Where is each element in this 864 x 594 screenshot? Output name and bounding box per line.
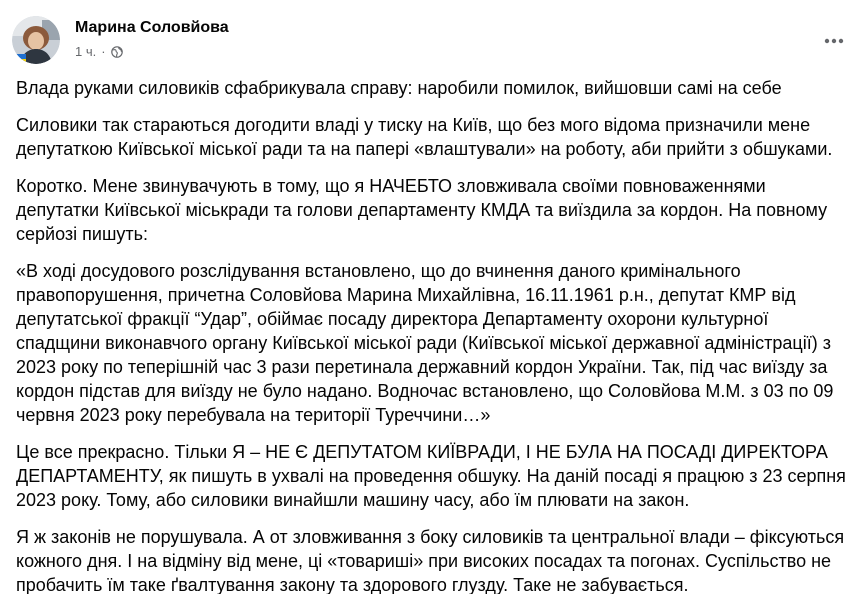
globe-icon <box>111 46 123 58</box>
post-content <box>16 76 848 594</box>
post-timestamp[interactable]: 1 ч. <box>75 44 97 59</box>
post-meta <box>75 44 229 60</box>
more-horizontal-icon <box>824 31 844 49</box>
post-paragraph: «В ході досудового розслідування встановлено, що до вчинення даного кримінального правопорушення, причетна Соловйова Марина Михайлівна, 16.11.1961 р.н., депутат КМР від депутатської фракції “Удар”, обіймає посаду директора Департаменту охорони культурної спадщини виконавчого органу Київської міської ради (Київської міської державної адміністрації) з 2023 року по теперішній час 3 рази перетинала державний кордон України. Так, під час виїзду за кордон підстав для виїзду не було надано. Водночас встановлено, що Соловйова М.М. з 03 по 09 червня 2023 року перебувала на території Туреччини…» <box>16 261 834 425</box>
author-name[interactable]: Марина Соловйова <box>75 19 229 36</box>
meta-separator: · <box>101 44 106 59</box>
avatar[interactable] <box>12 16 60 64</box>
post-paragraph: Це все прекрасно. Тільки Я – НЕ Є ДЕПУТАТОМ КИЇВРАДИ, І НЕ БУЛА НА ПОСАДІ ДИРЕКТОРА ДЕПАРТАМЕНТУ, як пишуть в ухвалі на проведення обшуку. На даній посаді я працюю з 23 серпня 2023 року. Тому, або силовики винайшли машину часу, або їм плювати на закон. <box>16 442 846 510</box>
post-paragraph: Силовики так стараються догодити владі у тиску на Київ, що без мого відома призначили мене депутаткою Київської міської ради та на папері «влаштували» на роботу, аби прийти з обшуками. <box>16 115 833 159</box>
post-paragraph: Я ж законів не порушувала. А от зловживання з боку силовиків та центральної влади – фіксуються кожного дня. І на відміну від мене, ці «товариші» при високих посадах та погонах. Суспільство не пробачить їм таке ґвалтування закону та здорового глузду. Таке не забувається. <box>16 527 845 594</box>
post-header <box>12 16 852 64</box>
avatar-image <box>12 16 60 64</box>
post-paragraph: Влада руками силовиків сфабрикувала справу: наробили помилок, вийшовши самі на себе <box>16 78 782 98</box>
author-block <box>75 18 229 60</box>
post-paragraph: Коротко. Мене звинувачують в тому, що я НАЧЕБТО зловживала своїми повноваженнями депутатки Київської міськради та голови департаменту КМДА та виїздила за кордон. На повному серйозі пишуть: <box>16 176 828 244</box>
more-options-button[interactable] <box>816 22 852 58</box>
